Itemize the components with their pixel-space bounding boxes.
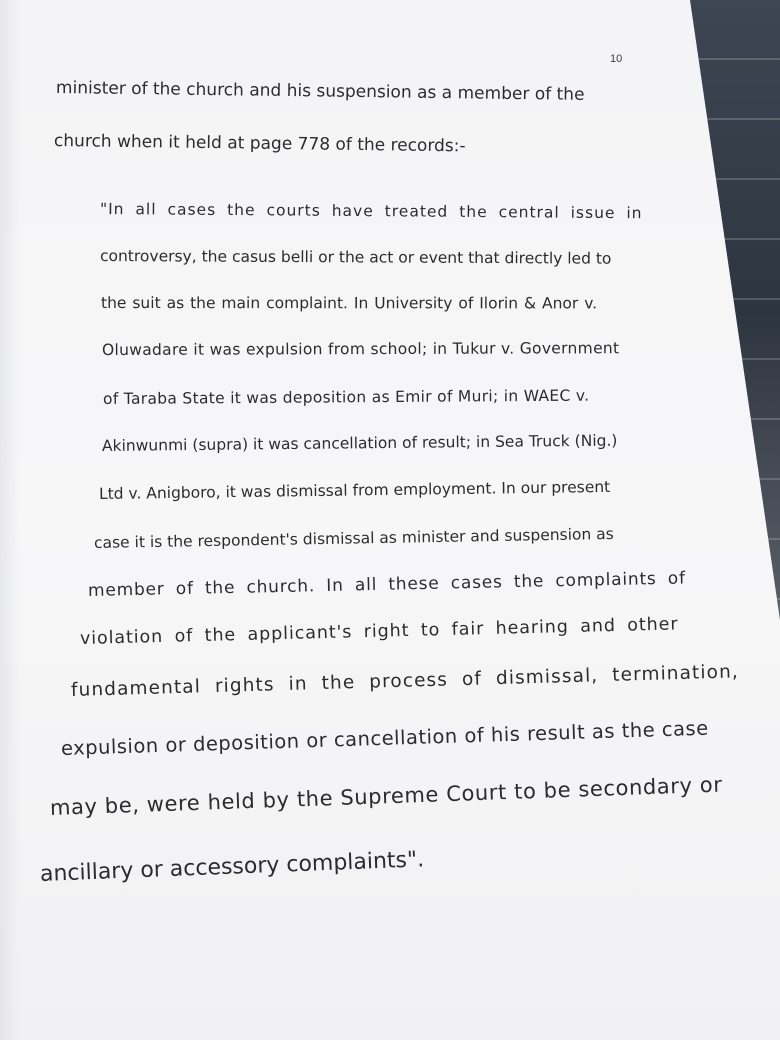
page-shadow bbox=[0, 0, 20, 1040]
quote-line: expulsion or deposition or cancellation of his result as the case bbox=[60, 716, 709, 760]
quote-line: Oluwadare it was expulsion from school; in Tukur v. Government bbox=[101, 339, 620, 359]
quote-line: member of the church. In all these cases the complaints of bbox=[87, 568, 687, 601]
quote-line: may be, were held by the Supreme Court to be secondary or bbox=[49, 772, 723, 820]
quote-line: fundamental rights in the process of dismissal, termination, bbox=[70, 661, 740, 701]
quote-line: case it is the respondent's dismissal as minister and suspension as bbox=[93, 524, 614, 552]
quote-line: violation of the applicant's right to fair hearing and other bbox=[79, 614, 679, 649]
quote-line: "In all cases the courts have treated the central issue in bbox=[99, 200, 643, 223]
intro-line: minister of the church and his suspension as a member of the bbox=[55, 78, 585, 105]
quote-line: of Taraba State it was deposition as Emir of Muri; in WAEC v. bbox=[102, 386, 590, 408]
quote-line: controversy, the casus belli or the act or event that directly led to bbox=[99, 247, 612, 268]
page-number: 10 bbox=[610, 53, 623, 65]
quote-line: Akinwunmi (supra) it was cancellation of result; in Sea Truck (Nig.) bbox=[101, 431, 618, 455]
quote-line: ancillary or accessory complaints". bbox=[39, 847, 425, 887]
intro-line: church when it held at page 778 of the records:- bbox=[53, 131, 466, 157]
quote-line: the suit as the main complaint. In University of Ilorin & Anor v. bbox=[100, 294, 598, 313]
quote-line: Ltd v. Anigboro, it was dismissal from employment. In our present bbox=[98, 477, 611, 503]
